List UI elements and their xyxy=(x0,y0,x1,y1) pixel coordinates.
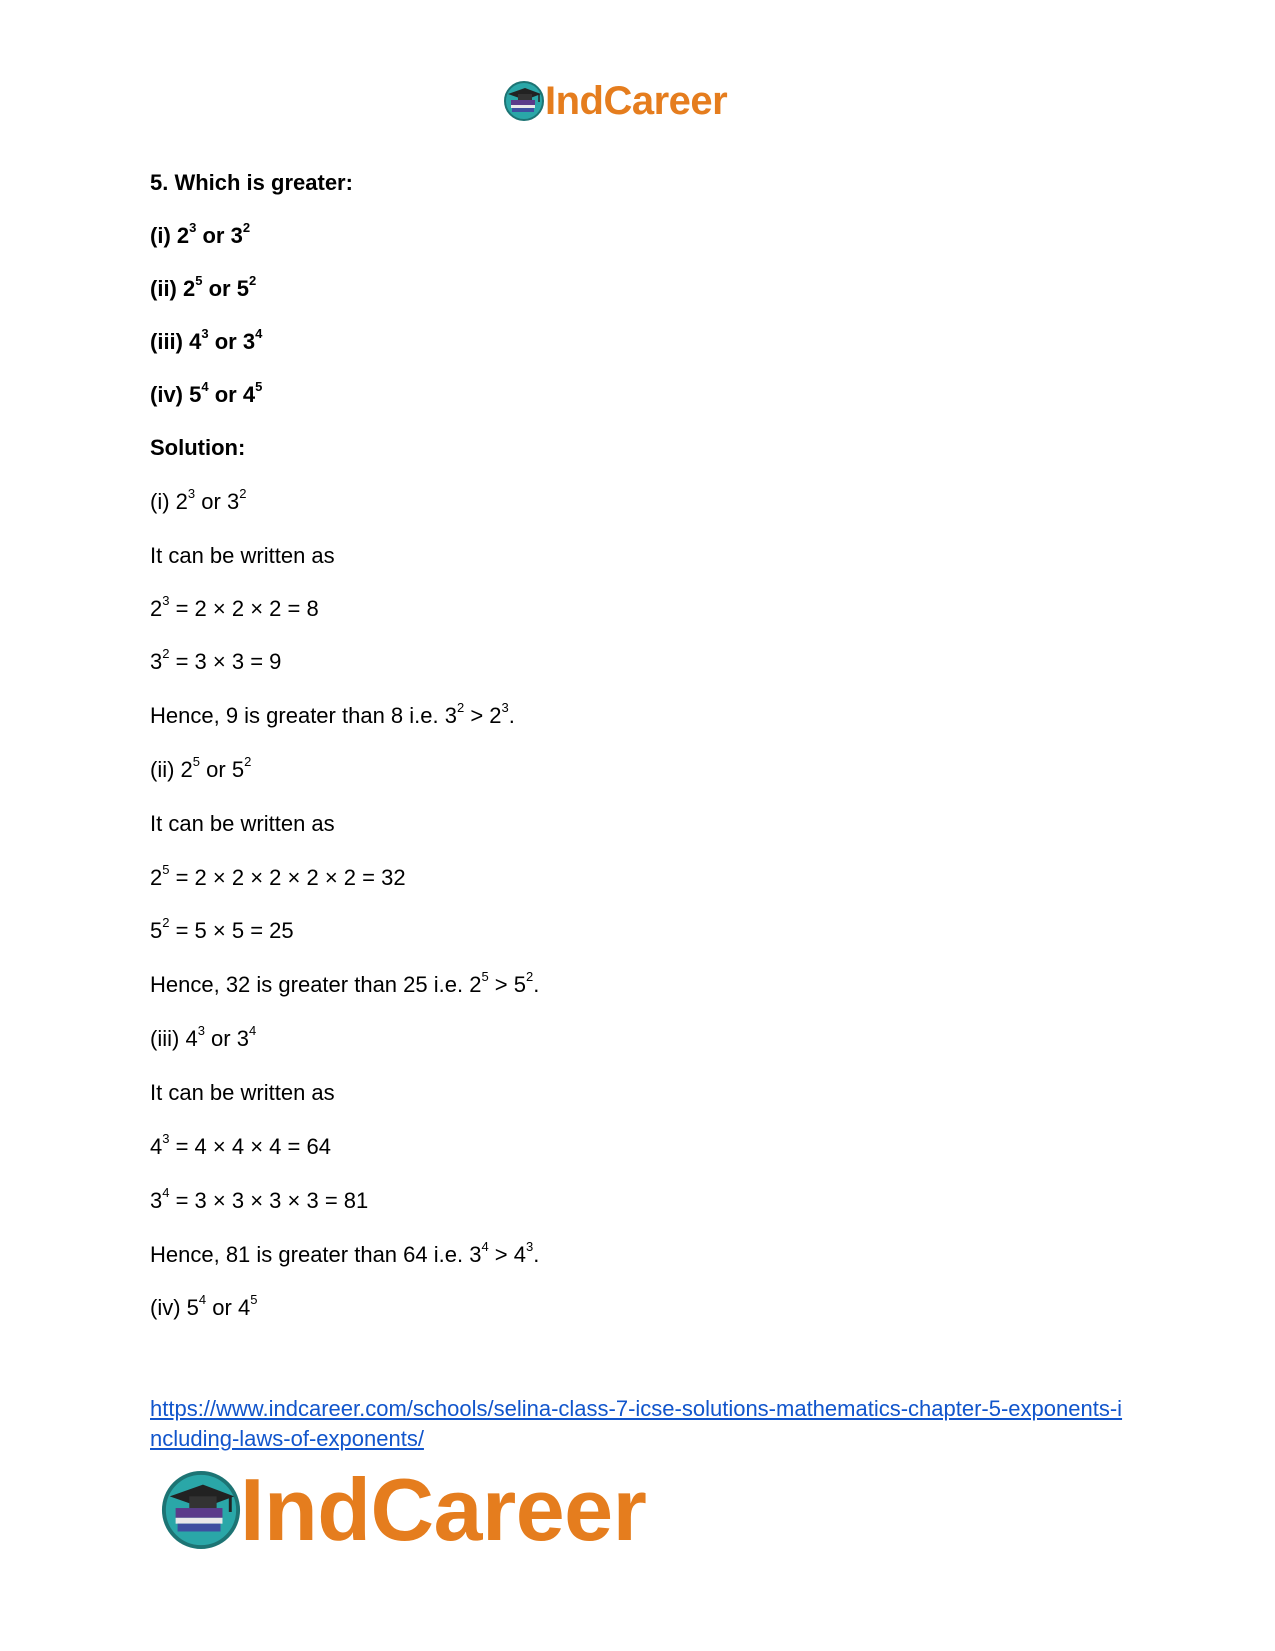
graduation-cap-globe-icon xyxy=(160,1469,242,1551)
base: 2 xyxy=(489,703,502,728)
part-label: (ii) xyxy=(150,757,181,782)
or-word: or xyxy=(208,329,243,354)
exponent: 3 xyxy=(501,699,509,715)
base: 4 xyxy=(237,1295,251,1320)
conclusion xyxy=(150,968,540,999)
part-label: (iii) xyxy=(150,329,190,354)
base: 4 xyxy=(185,1026,198,1051)
exponent: 5 xyxy=(250,1291,258,1307)
conclusion-text: Hence, 81 is greater than 64 i.e. xyxy=(150,1242,470,1267)
solution-part-iii-head xyxy=(150,1022,257,1053)
part-label: (iv) xyxy=(150,382,190,407)
greater-than-symbol: > xyxy=(488,1242,514,1267)
equation xyxy=(150,592,319,623)
exponent: 3 xyxy=(162,592,170,608)
solution-part-i-head xyxy=(150,485,247,516)
exponent: 3 xyxy=(526,1238,534,1254)
base: 3 xyxy=(444,703,457,728)
equation xyxy=(150,1130,331,1161)
or-word: or xyxy=(208,382,243,407)
or-word: or xyxy=(195,489,227,514)
equation-rest: = 5 × 5 = 25 xyxy=(169,918,294,943)
period: . xyxy=(533,1242,540,1267)
conclusion xyxy=(150,1238,540,1269)
base: 2 xyxy=(183,276,196,301)
or-word: or xyxy=(206,1295,238,1320)
solution-heading: Solution: xyxy=(150,435,246,460)
question-part-iv xyxy=(150,378,263,409)
base: 2 xyxy=(150,596,163,621)
source-link[interactable]: https://www.indcareer.com/schools/selina-class-7-icse-solutions-mathematics-chapter-5-exponents-including-laws-of-exponents/ xyxy=(150,1396,1123,1451)
base: 3 xyxy=(226,489,240,514)
exponent: 4 xyxy=(198,1291,207,1307)
question-part-i xyxy=(150,219,251,250)
greater-than-symbol: > xyxy=(464,703,490,728)
written-as-text: It can be written as xyxy=(150,811,335,836)
exponent: 5 xyxy=(162,861,170,877)
base: 2 xyxy=(180,757,193,782)
equation-rest: = 3 × 3 × 3 × 3 = 81 xyxy=(169,1188,369,1213)
base: 5 xyxy=(236,276,249,301)
base: 4 xyxy=(513,1242,527,1267)
conclusion xyxy=(150,699,515,730)
exponent: 2 xyxy=(244,753,252,769)
indcareer-logo-footer xyxy=(160,1462,646,1558)
period: . xyxy=(508,703,515,728)
equation-rest: = 2 × 2 × 2 = 8 xyxy=(169,596,319,621)
base: 3 xyxy=(236,1026,249,1051)
written-as-text: It can be written as xyxy=(150,543,335,568)
equation-rest: = 3 × 3 = 9 xyxy=(169,649,282,674)
period: . xyxy=(533,972,540,997)
exponent: 4 xyxy=(481,1238,489,1254)
exponent: 2 xyxy=(242,219,251,235)
part-label: (ii) xyxy=(150,276,183,301)
logo-wordmark: IndCareer xyxy=(545,79,728,123)
conclusion-text: Hence, 9 is greater than 8 i.e. xyxy=(150,703,445,728)
logo-wordmark: IndCareer xyxy=(240,1460,647,1559)
base: 3 xyxy=(469,1242,482,1267)
equation xyxy=(150,1184,369,1215)
indcareer-logo-header xyxy=(503,78,727,124)
or-word: or xyxy=(196,223,231,248)
base: 3 xyxy=(242,329,256,354)
graduation-cap-globe-icon xyxy=(503,80,545,122)
equation xyxy=(150,914,294,945)
or-word: or xyxy=(204,1026,237,1051)
equation-rest: = 4 × 4 × 4 = 64 xyxy=(169,1134,331,1159)
base: 4 xyxy=(150,1134,163,1159)
written-as-text: It can be written as xyxy=(150,1080,335,1105)
exponent: 4 xyxy=(255,325,263,341)
conclusion-text: Hence, 32 is greater than 25 i.e. xyxy=(150,972,470,997)
exponent: 2 xyxy=(248,272,257,288)
question-part-iii xyxy=(150,325,263,356)
part-label: (iv) xyxy=(150,1295,187,1320)
exponent: 3 xyxy=(201,325,209,341)
question-part-ii xyxy=(150,272,257,303)
base: 4 xyxy=(189,329,202,354)
base: 5 xyxy=(513,972,527,997)
base: 2 xyxy=(175,489,188,514)
question-title: 5. Which is greater: xyxy=(150,170,353,195)
or-word: or xyxy=(200,757,232,782)
part-label: (iii) xyxy=(150,1026,186,1051)
exponent: 2 xyxy=(526,968,534,984)
exponent: 2 xyxy=(162,914,170,930)
base: 2 xyxy=(176,223,190,248)
equation xyxy=(150,861,406,892)
base: 3 xyxy=(230,223,243,248)
base: 2 xyxy=(469,972,482,997)
base: 5 xyxy=(150,918,163,943)
base: 4 xyxy=(242,382,256,407)
exponent: 5 xyxy=(192,753,201,769)
exponent: 5 xyxy=(481,968,489,984)
exponent: 5 xyxy=(195,272,203,288)
exponent: 3 xyxy=(189,219,197,235)
solution-part-iv-head xyxy=(150,1291,258,1322)
part-label: (i) xyxy=(150,489,176,514)
base: 2 xyxy=(150,865,163,890)
base: 3 xyxy=(150,649,163,674)
exponent: 4 xyxy=(162,1184,170,1200)
part-label: (i) xyxy=(150,223,177,248)
base: 5 xyxy=(231,757,245,782)
exponent: 3 xyxy=(197,1022,205,1038)
greater-than-symbol: > xyxy=(488,972,514,997)
exponent: 4 xyxy=(201,378,209,394)
or-word: or xyxy=(202,276,237,301)
base: 3 xyxy=(150,1188,163,1213)
exponent: 4 xyxy=(248,1022,257,1038)
exponent: 2 xyxy=(239,485,247,501)
exponent: 3 xyxy=(187,485,196,501)
solution-part-ii-head xyxy=(150,753,252,784)
base: 5 xyxy=(186,1295,199,1320)
exponent: 3 xyxy=(162,1130,170,1146)
equation xyxy=(150,645,282,676)
exponent: 2 xyxy=(162,645,170,661)
exponent: 5 xyxy=(255,378,263,394)
exponent: 2 xyxy=(456,699,465,715)
equation-rest: = 2 × 2 × 2 × 2 × 2 = 32 xyxy=(169,865,406,890)
base: 5 xyxy=(189,382,202,407)
